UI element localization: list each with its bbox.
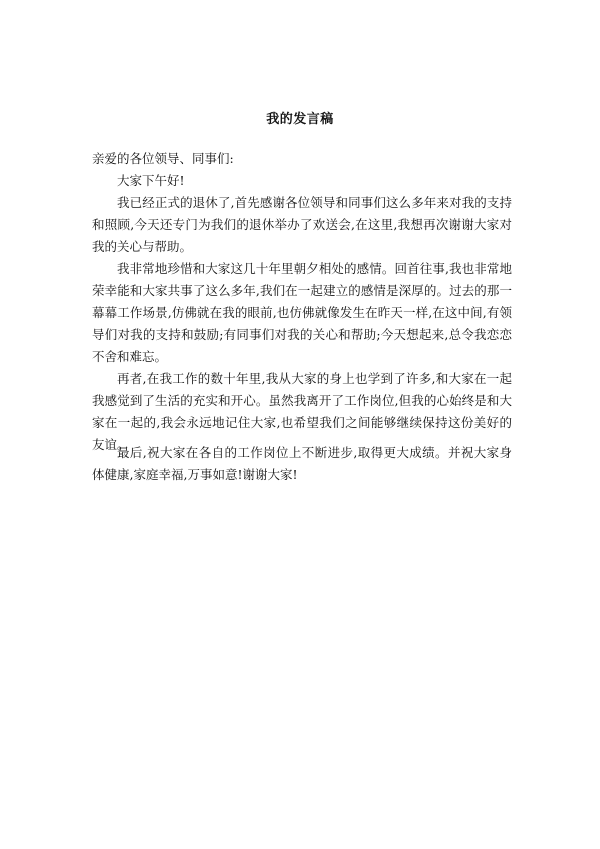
salutation-line: 亲爱的各位领导、同事们: xyxy=(92,151,234,166)
paragraph-memories: 我非常地珍惜和大家这几十年里朝夕相处的感情。回首往事,我也非常地荣幸能和大家共事了这么多年,我们在一起建立的感情是深厚的。过去的那一幕幕工作场景,仿佛就在我的眼前,也仿佛就像发生在昨天一样,在这中间,有领导们对我的支持和鼓励;有同事们对我的关心和帮助;今天想起来,总令我恋恋不舍和难忘。 xyxy=(92,261,512,364)
paragraph-closing: 最后,祝大家在各自的工作岗位上不断进步,取得更大成绩。并祝大家身体健康,家庭幸福,万事如意!谢谢大家! xyxy=(92,445,512,482)
paragraph-thanks: 我已经正式的退休了,首先感谢各位领导和同事们这么多年来对我的支持和照顾,今天还专门为我们的退休举办了欢送会,在这里,我想再次谢谢大家对我的关心与帮助。 xyxy=(92,195,512,254)
paragraph-learning: 再者,在我工作的数十年里,我从大家的身上也学到了许多,和大家在一起我感觉到了生活的充实和开心。虽然我离开了工作岗位,但我的心始终是和大家在一起的,我会永远地记住大家,也希望我们之间能够继续保持这份美好的友谊。 xyxy=(92,371,512,452)
document-title: 我的发言稿 xyxy=(266,112,334,127)
greeting-line: 大家下午好! xyxy=(117,173,185,188)
